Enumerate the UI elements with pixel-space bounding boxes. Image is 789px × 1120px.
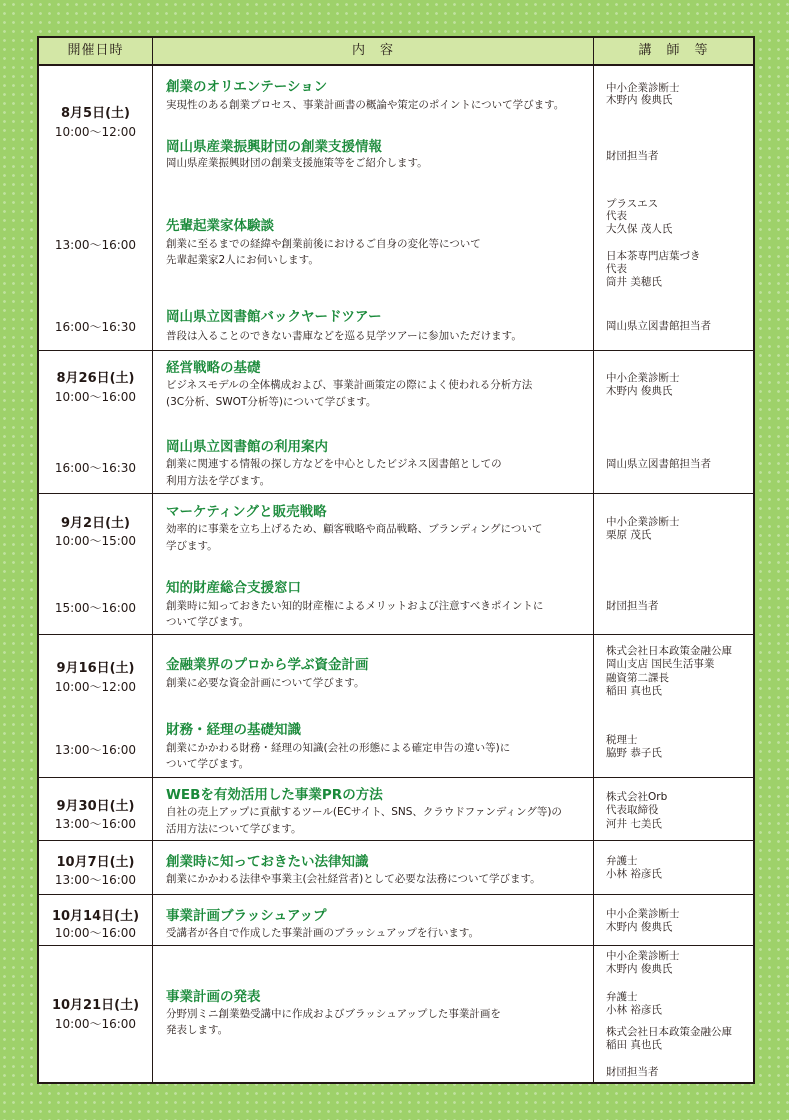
session-description: (3C分析、SWOT分析等)について学びます。 xyxy=(166,396,377,408)
row-divider xyxy=(39,840,753,841)
session-date: 10月7日(土) xyxy=(56,855,135,870)
lecturer-line: 日本茶専門店葉づき xyxy=(606,250,701,262)
row-divider xyxy=(39,493,753,494)
session-title: 財務・経理の基礎知識 xyxy=(166,722,301,738)
session-time: 10:00〜12:00 xyxy=(54,680,137,694)
lecturer-line: 筒井 美穂氏 xyxy=(606,276,662,288)
session-description: 受講者が各自で作成した事業計画のブラッシュアップを行います。 xyxy=(166,927,480,939)
session-title: 経営戦略の基礎 xyxy=(166,360,261,376)
session-time: 10:00〜16:00 xyxy=(54,390,137,404)
lecturer-line: 中小企業診断士 xyxy=(606,908,680,920)
lecturer-line: 岡山支店 国民生活事業 xyxy=(606,658,715,670)
session-description: 活用方法について学びます。 xyxy=(166,823,302,835)
lecturer-line: 財団担当者 xyxy=(606,150,659,162)
session-title: 金融業界のプロから学ぶ資金計画 xyxy=(166,657,369,673)
lecturer-line: 木野内 俊典氏 xyxy=(606,385,673,397)
session-time: 13:00〜16:00 xyxy=(54,238,137,252)
lecturer-line: 中小企業診断士 xyxy=(606,516,680,528)
lecturer-line: 中小企業診断士 xyxy=(606,372,680,384)
lecturer-line: 財団担当者 xyxy=(606,600,659,612)
lecturer-line: 代表 xyxy=(606,210,627,222)
session-title: 事業計画ブラッシュアップ xyxy=(166,908,327,924)
session-description: 利用方法を学びます。 xyxy=(166,475,271,487)
session-time: 10:00〜16:00 xyxy=(54,1017,137,1031)
session-description: 発表します。 xyxy=(166,1024,229,1036)
lecturer-line: 木野内 俊典氏 xyxy=(606,921,673,933)
lecturer-line: 中小企業診断士 xyxy=(606,950,680,962)
session-title: 先輩起業家体験談 xyxy=(166,218,274,234)
lecturer-line: 税理士 xyxy=(606,734,638,746)
session-date: 10月14日(土) xyxy=(51,909,140,924)
lecturer-line: 株式会社日本政策金融公庫 xyxy=(606,1026,732,1038)
session-time: 13:00〜16:00 xyxy=(54,743,137,757)
session-time: 13:00〜16:00 xyxy=(54,817,137,831)
session-title: 岡山県産業振興財団の創業支援情報 xyxy=(166,139,382,155)
lecturer-line: 栗原 茂氏 xyxy=(606,529,652,541)
session-description: 創業に関連する情報の探し方などを中心としたビジネス図書館としての xyxy=(166,458,502,470)
session-description: ビジネスモデルの全体構成および、事業計画策定の際によく使われる分析方法 xyxy=(166,379,533,391)
session-time: 16:00〜16:30 xyxy=(54,320,137,334)
session-time: 10:00〜16:00 xyxy=(54,926,137,940)
lecturer-line: 小林 裕彦氏 xyxy=(606,1004,662,1016)
column-divider xyxy=(593,38,594,1082)
session-time: 10:00〜15:00 xyxy=(54,534,137,548)
session-time: 13:00〜16:00 xyxy=(54,873,137,887)
lecturer-line: 財団担当者 xyxy=(606,1066,659,1078)
session-description: 分野別ミニ創業塾受講中に作成およびブラッシュアップした事業計画を xyxy=(166,1008,501,1020)
lecturer-line: 脇野 恭子氏 xyxy=(606,747,662,759)
row-divider xyxy=(39,777,753,778)
lecturer-line: 弁護士 xyxy=(606,991,638,1003)
session-description: 創業にかかわる財務・経理の知識(会社の形態による確定申告の違い等)に xyxy=(166,742,511,754)
session-date: 8月5日(土) xyxy=(61,106,130,121)
session-description: ついて学びます。 xyxy=(166,758,250,770)
session-title: マーケティングと販売戦略 xyxy=(166,504,327,520)
lecturer-line: 株式会社Orb xyxy=(606,791,668,803)
lecturer-line: 株式会社日本政策金融公庫 xyxy=(606,645,732,657)
session-description: 岡山県産業振興財団の創業支援施策等をご紹介します。 xyxy=(166,157,428,169)
session-title: 創業時に知っておきたい法律知識 xyxy=(166,854,369,870)
session-description: 学びます。 xyxy=(166,540,218,552)
schedule-table xyxy=(37,36,755,1084)
lecturer-line: 弁護士 xyxy=(606,855,638,867)
lecturer-line: 代表 xyxy=(606,263,627,275)
session-time: 16:00〜16:30 xyxy=(54,461,137,475)
lecturer-line: 岡山県立図書館担当者 xyxy=(606,320,711,332)
session-description: ついて学びます。 xyxy=(166,616,250,628)
session-description: 自社の売上アップに貢献するツール(ECサイト、SNS、クラウドファンディング等)の xyxy=(166,806,562,818)
table-header xyxy=(39,38,753,66)
row-divider xyxy=(39,350,753,351)
session-description: 創業時に知っておきたい知的財産権によるメリットおよび注意すべきポイントに xyxy=(166,600,544,612)
lecturer-line: 岡山県立図書館担当者 xyxy=(606,458,711,470)
lecturer-line: 稲田 真也氏 xyxy=(606,685,662,697)
session-title: WEBを有効活用した事業PRの方法 xyxy=(166,787,383,803)
lecturer-line: プラスエス xyxy=(606,198,659,210)
session-description: 普段は入ることのできない書庫などを巡る見学ツアーに参加いただけます。 xyxy=(166,330,522,342)
session-date: 10月21日(土) xyxy=(51,998,140,1013)
session-description: 創業に至るまでの経緯や創業前後におけるご自身の変化等について xyxy=(166,238,481,250)
column-divider xyxy=(152,38,153,1082)
row-divider xyxy=(39,634,753,635)
session-date: 9月30日(土) xyxy=(56,799,135,814)
session-description: 効率的に事業を立ち上げるため、顧客戦略や商品戦略、ブランディングについて xyxy=(166,523,543,535)
session-description: 創業にかかわる法律や事業主(会社経営者)として必要な法務について学びます。 xyxy=(166,873,541,885)
session-title: 岡山県立図書館バックヤードツアー xyxy=(166,309,382,325)
session-title: 創業のオリエンテーション xyxy=(166,79,328,95)
session-date: 8月26日(土) xyxy=(56,371,135,386)
session-description: 先輩起業家2人にお伺いします。 xyxy=(166,254,319,266)
session-time: 15:00〜16:00 xyxy=(54,601,137,615)
row-divider xyxy=(39,894,753,895)
session-title: 事業計画の発表 xyxy=(166,989,261,1005)
lecturer-line: 代表取締役 xyxy=(606,804,659,816)
lecturer-line: 小林 裕彦氏 xyxy=(606,868,662,880)
session-description: 創業に必要な資金計画について学びます。 xyxy=(166,677,365,689)
header-date: 開催日時 xyxy=(67,43,124,58)
session-title: 岡山県立図書館の利用案内 xyxy=(166,439,328,455)
lecturer-line: 稲田 真也氏 xyxy=(606,1039,662,1051)
lecturer-line: 大久保 茂人氏 xyxy=(606,223,673,235)
lecturer-line: 融資第二課長 xyxy=(606,672,669,684)
lecturer-line: 木野内 俊典氏 xyxy=(606,94,673,106)
session-date: 9月2日(土) xyxy=(61,516,130,531)
session-time: 10:00〜12:00 xyxy=(54,125,137,139)
header-content: 内 容 xyxy=(351,43,394,58)
lecturer-line: 木野内 俊典氏 xyxy=(606,963,673,975)
row-divider xyxy=(39,945,753,946)
header-lecturer: 講 師 等 xyxy=(638,43,709,58)
session-title: 知的財産総合支援窓口 xyxy=(166,580,301,596)
session-description: 実現性のある創業プロセス、事業計画書の概論や策定のポイントについて学びます。 xyxy=(166,99,565,111)
lecturer-line: 中小企業診断士 xyxy=(606,82,680,94)
session-date: 9月16日(土) xyxy=(56,661,135,676)
lecturer-line: 河井 七美氏 xyxy=(606,818,662,830)
